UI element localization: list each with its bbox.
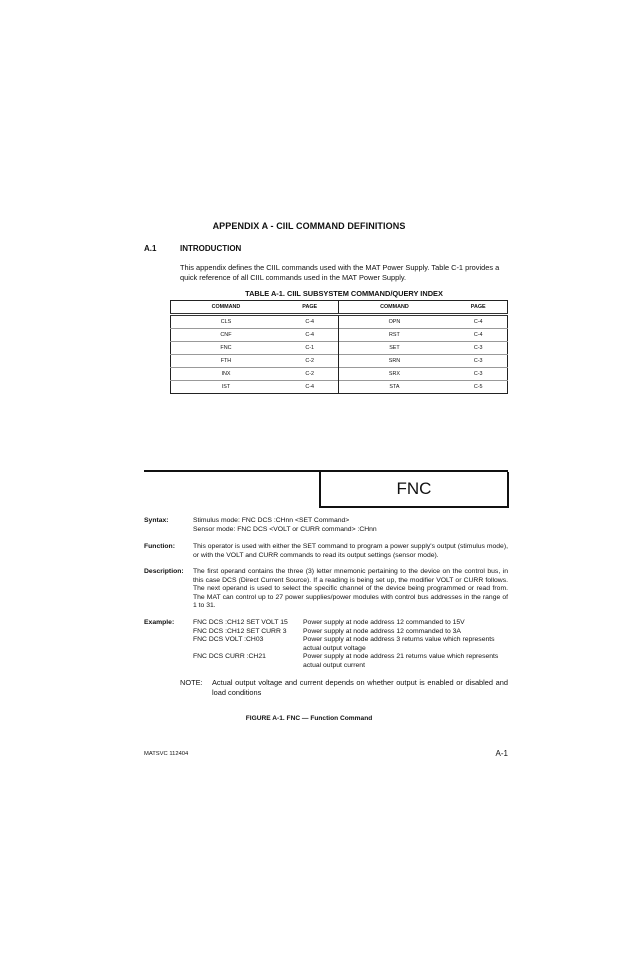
example-command: FNC DCS CURR :CH21 [193, 653, 266, 661]
table-cell: IST [171, 381, 281, 394]
table-cell: C-3 [449, 342, 507, 355]
table-cell: STA [339, 381, 449, 394]
example-result: Power supply at node address 3 returns value which represents actual output voltage [303, 636, 495, 652]
note-text: Actual output voltage and current depends on whether output is enabled or disabled and load conditions [212, 678, 508, 697]
footer-page-number: A-1 [495, 749, 508, 758]
table-row [171, 355, 508, 368]
table-cell: FNC [171, 342, 281, 355]
intro-paragraph: This appendix defines the CIIL commands used with the MAT Power Supply. Table C-1 provides a quick reference of all CIIL commands used in the MAT Power Supply. [180, 263, 500, 282]
header-command: COMMAND [171, 301, 281, 315]
table-row [171, 315, 508, 329]
function-text: This operator is used with either the SET command to program a power supply's output (stimulus mode), or with the VOLT and CURR commands to read its output settings (sensor mode). [193, 543, 508, 559]
example-command: FNC DCS :CH12 SET CURR 3 [193, 627, 287, 635]
section-number: A.1 [144, 244, 157, 253]
table-cell: OPN [339, 315, 449, 329]
table-cell: SRX [339, 368, 449, 381]
table-cell: FTH [171, 355, 281, 368]
note-label: NOTE: [180, 678, 203, 687]
example-command: FNC DCS VOLT :CH03 [193, 636, 264, 644]
footer-doc-id: MATSVC 112404 [144, 751, 189, 757]
header-command: COMMAND [339, 301, 449, 315]
example-result: Power supply at node address 12 commanded to 3A [303, 627, 461, 635]
table-row [171, 329, 508, 342]
syntax-sensor-line: Sensor mode: FNC DCS <VOLT or CURR command> :CHnn [193, 525, 377, 533]
section-title: INTRODUCTION [180, 244, 242, 253]
table-cell: CNF [171, 329, 281, 342]
description-text: The first operand contains the three (3) letter mnemonic pertaining to the device on the control bus, in this case DCS (Direct Current Source). If a reading is being set up, the modifier VOLT or CURR follows. The next operand is used to select the specific channel of the device being programmed or read from. The MAT can control up to 27 power supplies/power modules with control bus addresses in the range of 1 to 31. [193, 568, 508, 610]
example-result: Power supply at node address 21 returns value which represents actual output current [303, 653, 499, 669]
table-cell: SRN [339, 355, 449, 368]
table-row [171, 381, 508, 394]
table-cell: SET [339, 342, 449, 355]
syntax-label: Syntax: [144, 517, 169, 524]
table-cell: CLS [171, 315, 281, 329]
table-cell: C-4 [449, 315, 507, 329]
example-label: Example: [144, 619, 175, 626]
table-cell: C-3 [449, 368, 507, 381]
table-title: TABLE A-1. CIIL SUBSYSTEM COMMAND/QUERY INDEX [245, 289, 443, 298]
table-cell: C-1 [281, 342, 339, 355]
table-header-row [171, 301, 508, 315]
table-cell: C-4 [281, 329, 339, 342]
table-cell: C-4 [281, 381, 339, 394]
table-cell: INX [171, 368, 281, 381]
table-row [171, 342, 508, 355]
command-name-box: FNC [319, 472, 509, 508]
table-cell: C-4 [449, 329, 507, 342]
appendix-title: APPENDIX A - CIIL COMMAND DEFINITIONS [212, 221, 406, 231]
table-cell: C-2 [281, 355, 339, 368]
example-result: Power supply at node address 12 commanded to 15V [303, 619, 465, 626]
table-cell: C-3 [449, 355, 507, 368]
figure-caption: FIGURE A-1. FNC — Function Command [245, 715, 373, 722]
function-label: Function: [144, 543, 175, 550]
command-index-table [170, 300, 508, 394]
table-cell: C-5 [449, 381, 507, 394]
header-page: PAGE [449, 301, 507, 315]
table-cell: C-4 [281, 315, 339, 329]
description-label: Description: [144, 568, 184, 575]
table-cell: C-2 [281, 368, 339, 381]
table-row [171, 368, 508, 381]
header-page: PAGE [281, 301, 339, 315]
table-cell: RST [339, 329, 449, 342]
syntax-stimulus-line: Stimulus mode: FNC DCS :CHnn <SET Command> [193, 517, 350, 524]
example-command: FNC DCS :CH12 SET VOLT 15 [193, 619, 288, 626]
